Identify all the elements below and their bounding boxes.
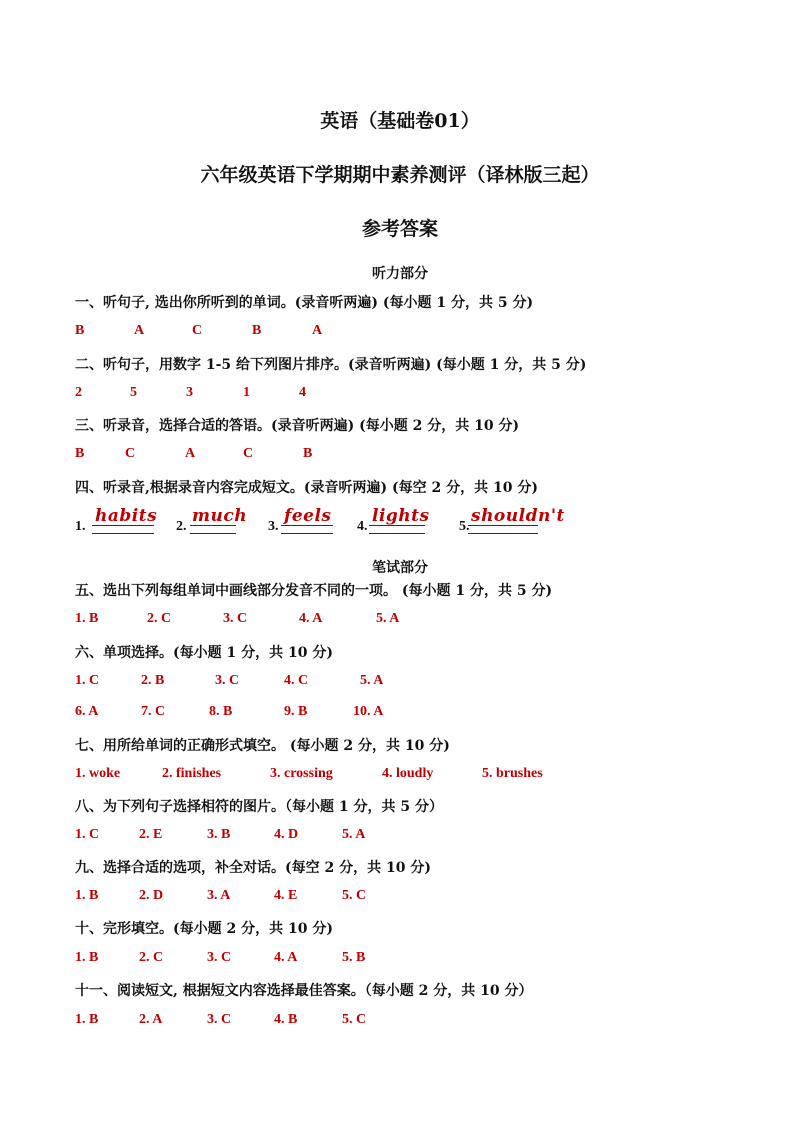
handwritten-word: much	[192, 506, 248, 526]
answer-line	[369, 533, 425, 534]
answer: A	[312, 323, 323, 338]
answer: 5. C	[342, 1012, 367, 1027]
answer-line	[190, 525, 236, 526]
answer: B	[75, 323, 85, 338]
answer-line	[190, 533, 236, 534]
answer: 3. C	[207, 1012, 232, 1027]
answer: 3. A	[207, 888, 231, 903]
answer: 1. B	[75, 1012, 99, 1027]
answer: 1. C	[75, 827, 100, 842]
question-8-instruction: 八、为下列句子选择相符的图片。（每小题 1 分，共 5 分）	[75, 799, 443, 815]
answer: B	[303, 446, 313, 461]
answer: 8. B	[209, 704, 233, 719]
answer: 5. A	[342, 827, 366, 842]
blank-number: 4.	[357, 519, 368, 534]
question-5-instruction: 五、选出下列每组单词中画线部分发音不同的一项。 (每小题 1 分，共 5 分)	[75, 583, 553, 599]
listening-section-heading: 听力部分	[372, 266, 428, 282]
answer: 2. finishes	[162, 766, 222, 781]
answer: 6. A	[75, 704, 99, 719]
answer: 4	[299, 385, 306, 400]
question-10-instruction: 十、完形填空。(每小题 2 分，共 10 分)	[75, 921, 333, 937]
answer: 5. C	[342, 888, 367, 903]
answer-line	[468, 525, 538, 526]
answer: B	[252, 323, 262, 338]
answer: 1. B	[75, 888, 99, 903]
answer: 5	[130, 385, 137, 400]
answer: 3. C	[223, 611, 248, 626]
answer: 4. loudly	[382, 766, 434, 781]
answer: 2. D	[139, 888, 164, 903]
question-11-instruction: 十一、阅读短文, 根据短文内容选择最佳答案。（每小题 2 分，共 10 分）	[75, 983, 533, 999]
answer: 2. C	[147, 611, 172, 626]
answer: 4. D	[274, 827, 299, 842]
question-4-instruction: 四、听录音,根据录音内容完成短文。(录音听两遍) (每空 2 分，共 10 分)	[75, 480, 538, 496]
blank-number: 2.	[176, 519, 187, 534]
answer: 4. B	[274, 1012, 298, 1027]
handwritten-word: shouldn't	[471, 506, 565, 526]
answer: 3. C	[207, 950, 232, 965]
answer: 4. A	[299, 611, 323, 626]
answer: B	[75, 446, 85, 461]
handwritten-word: lights	[372, 506, 430, 526]
question-3-instruction: 三、听录音，选择合适的答语。(录音听两遍) (每小题 2 分，共 10 分)	[75, 418, 520, 434]
document-subtitle: 六年级英语下学期期中素养测评（译林版三起）	[200, 164, 600, 186]
answer-line	[468, 533, 538, 534]
answer: 2. B	[141, 673, 165, 688]
blank-number: 1.	[75, 519, 86, 534]
answer: 5. B	[342, 950, 366, 965]
answer: C	[125, 446, 136, 461]
answer: C	[243, 446, 254, 461]
question-6-instruction: 六、单项选择。(每小题 1 分，共 10 分)	[75, 645, 333, 661]
answer: 2. E	[139, 827, 163, 842]
answer-key-heading: 参考答案	[361, 218, 438, 240]
answer: 4. A	[274, 950, 298, 965]
answer: A	[134, 323, 145, 338]
handwritten-word: habits	[95, 506, 158, 526]
answer: A	[185, 446, 196, 461]
blank-number: 3.	[268, 519, 279, 534]
answer: 2. A	[139, 1012, 163, 1027]
blank-number: 5.	[459, 519, 470, 534]
answer: 5. brushes	[482, 766, 543, 781]
answer: 4. E	[274, 888, 298, 903]
answer: 3. B	[207, 827, 231, 842]
answer: 4. C	[284, 673, 309, 688]
answer: 2	[75, 385, 82, 400]
answer-line	[92, 525, 154, 526]
answer: 1	[243, 385, 250, 400]
answer: 5. A	[376, 611, 400, 626]
answer: 3. C	[215, 673, 240, 688]
question-7-instruction: 七、用所给单词的正确形式填空。 (每小题 2 分，共 10 分)	[75, 738, 450, 754]
answer: 1. B	[75, 611, 99, 626]
answer-line	[281, 525, 333, 526]
question-1-instruction: 一、听句子, 选出你所听到的单词。(录音听两遍) (每小题 1 分，共 5 分)	[75, 295, 534, 311]
answer: 1. B	[75, 950, 99, 965]
answer: 3	[186, 385, 193, 400]
answer-line	[369, 525, 425, 526]
answer-line	[281, 533, 333, 534]
answer: 1. woke	[75, 766, 121, 781]
answer-line	[92, 533, 154, 534]
handwritten-word: feels	[284, 506, 332, 526]
answer: 5. A	[360, 673, 384, 688]
answer: 1. C	[75, 673, 100, 688]
document-title: 英语（基础卷01）	[320, 110, 480, 132]
answer: 3. crossing	[270, 766, 333, 781]
answer: 9. B	[284, 704, 308, 719]
answer: C	[192, 323, 203, 338]
answer: 10. A	[353, 704, 384, 719]
writing-section-heading: 笔试部分	[372, 560, 428, 576]
question-2-instruction: 二、听句子，用数字 1-5 给下列图片排序。(录音听两遍) (每小题 1 分，共 5 分)	[75, 357, 587, 373]
answer: 7. C	[141, 704, 166, 719]
question-9-instruction: 九、选择合适的选项，补全对话。(每空 2 分，共 10 分)	[75, 860, 431, 876]
answer: 2. C	[139, 950, 164, 965]
